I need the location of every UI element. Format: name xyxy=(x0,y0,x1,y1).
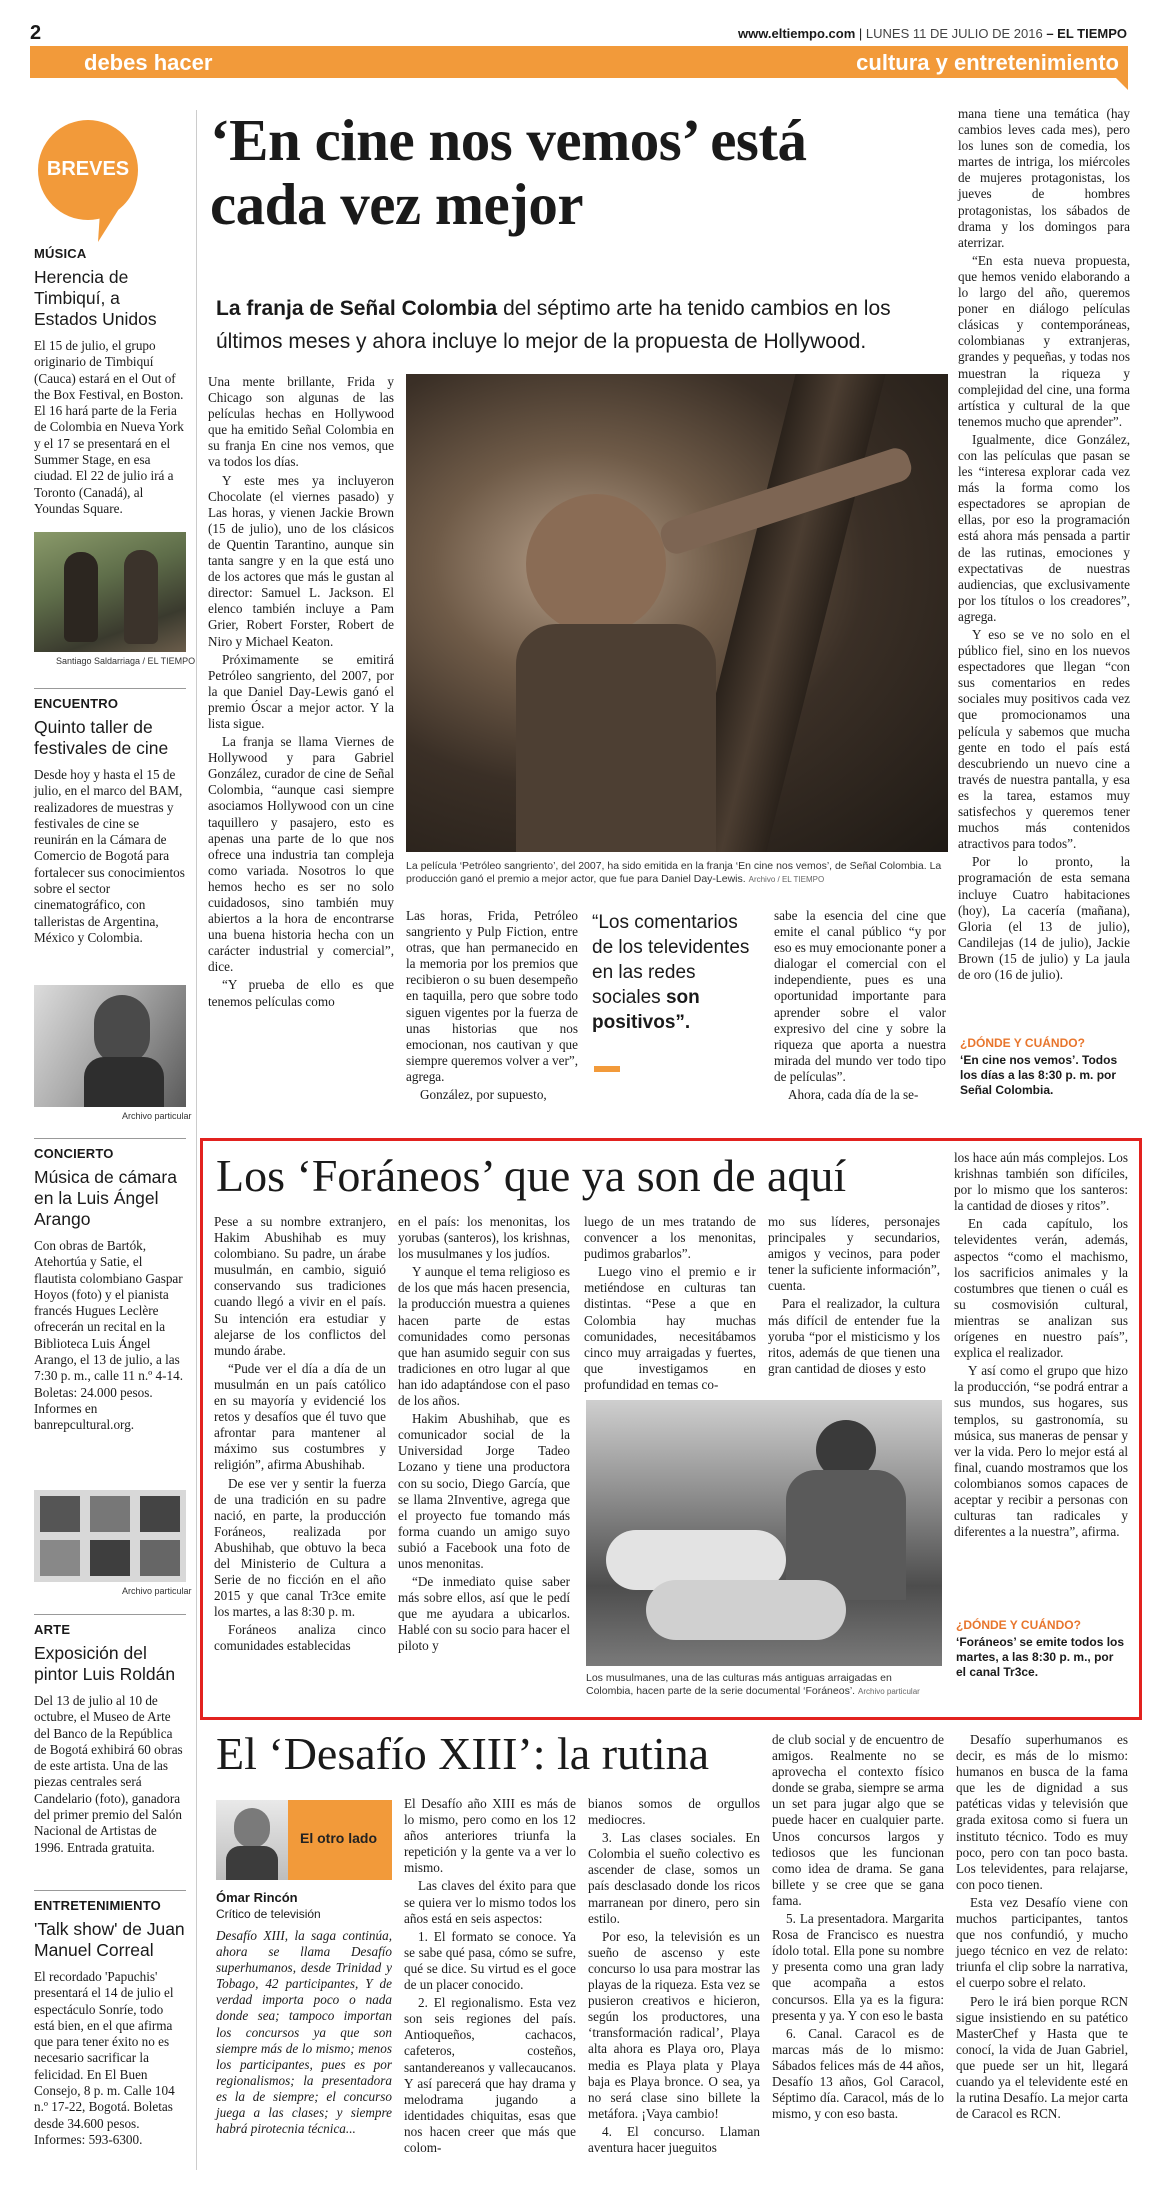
article2-caption xyxy=(586,1672,942,1698)
date: LUNES 11 DE JULIO DE 2016 xyxy=(865,26,1043,41)
photo-credit: Archivo particular xyxy=(122,1111,192,1121)
paragraph: Y así como el grupo que hizo la producción, “se podrá entrar a sus mundos, sus hogares, sus templos, su gastronomía, su música, sus maneras de pensar y ver la vida. Pero lo mejor está al final, cuando mostramos que los colombianos somos capaces de aceptar y recibir a personas con culturas tan radicales y diferentes a la nuestra”, afirma. xyxy=(954,1363,1128,1540)
author-photo xyxy=(216,1800,288,1880)
article2-col3 xyxy=(584,1214,756,1395)
petroleo-sangriento-photo xyxy=(406,374,948,852)
speech-bubble-icon xyxy=(38,120,138,245)
breve-section: CONCIERTO xyxy=(34,1146,114,1161)
page-number: 2 xyxy=(30,22,42,44)
timbiqui-photo xyxy=(34,532,186,652)
where-text: ‘Foráneos’ se emite todos los martes, a las 8:30 p. m., por el canal Tr3ce. xyxy=(956,1635,1125,1679)
paragraph: Las horas, Frida, Petróleo sangriento y Pulp Fiction, entre otras, que han permanecido en la memoria por los premios que recibieron o su buen desempeño en taquilla, pero que sobre todo siguen vigentes por la fuerza de unas historias que nos emocionan, nos cautivan y que siempre queremos volver a ver”, agrega. xyxy=(406,908,578,1084)
paragraph: mo sus líderes, personajes principales y secundarios, amigos y vecinos, para poder tener la suficiente información”, cuenta. xyxy=(768,1214,940,1294)
photo-credit: Santiago Saldarriaga / EL TIEMPO xyxy=(56,656,196,666)
author-name: Ómar Rincón xyxy=(216,1890,298,1905)
pullquote-bold: son positivos”. xyxy=(592,987,700,1033)
paragraph: “Y prueba de ello es que tenemos películas como xyxy=(208,977,394,1009)
article3-col1 xyxy=(216,1928,392,2139)
paragraph: Pese a su nombre extranjero, Hakim Abushihab es muy colombiano. Su padre, un árabe musulmán, en cambio, siguió conservando sus tradiciones cuando llegó a vivir en el país. Su intención era estudiar y alejarse de los conflictos del mundo árabe. xyxy=(214,1214,386,1358)
article1-caption xyxy=(406,860,946,886)
deck-rest: del séptimo arte ha tenido cambios en los últimos meses y ahora incluye lo mejor de la propuesta de Hollywood. xyxy=(216,297,891,353)
candelario-painting xyxy=(34,1490,186,1582)
breve-section: ARTE xyxy=(34,1622,71,1637)
breve-text: Con obras de Bartók, Atehortúa y Satie, el flautista colombiano Gaspar Hoyos (foto) y el pianista francés Hugues Leclère ofrecerán un recital en la Biblioteca Luis Ángel Arango, el 13 de julio, a las 7:30 p. m., calle 11 n.º 4-14. Boletas: 24.000 pesos. Informes en banrepcultural.org. xyxy=(34,1238,184,1433)
paragraph: “En esta nueva propuesta, que hemos venido elaborando a lo largo del año, queremos poner en diálogo películas clásicas y contemporáneas, colombianas y extranjeras, grandes y pequeñas, y todas nos muestran la riqueza y complejidad del cine, una forma artística y cultural de la que tenemos mucho que aprender”. xyxy=(958,252,1130,429)
paragraph: Para el realizador, la cultura más difícil de entender fue la yoruba “por el misticismo y los ritos, además de que tienen una gran cantidad de dioses y esto xyxy=(768,1296,940,1376)
article3-col2 xyxy=(404,1796,576,2158)
photo-credit: Archivo particular xyxy=(122,1586,192,1596)
article3-col4 xyxy=(772,1732,944,2124)
article2-col5 xyxy=(954,1150,1128,1542)
article1-headline: ‘En cine nos vemos’ está cada vez mejor xyxy=(210,107,807,237)
paragraph: Foráneos analiza cinco comunidades establecidas xyxy=(214,1622,386,1654)
paragraph: de club social y de encuentro de amigos. Realmente no se aprovecha el contexto físico donde se graba, siempre se arma un set para jugar algo que se puede hacer en cualquier parte. Unos concursos largos y tediosos que les funcionan como idea de drama. Se gana billete y se cree que se gana fama. xyxy=(772,1732,944,1908)
article1-col2 xyxy=(406,908,578,1105)
article2-col2 xyxy=(398,1214,570,1657)
otro-lado-box xyxy=(216,1800,392,1880)
gaspar-hoyos-photo xyxy=(34,985,186,1107)
breve-text: El 15 de julio, el grupo originario de Timbiquí (Cauca) estará en el Out of the Box Festival, en Boston. El 16 hará parte de la Feria de Colombia en Nueva York y el 17 se presentará en el Summer Stage, en esa ciudad. El 22 de julio irá a Toronto (Canadá), al Youndas Square. xyxy=(34,338,184,516)
article1-col1 xyxy=(208,374,394,1012)
breve-title: Música de cámara en la Luis Ángel Arango xyxy=(34,1167,177,1229)
article1-col4 xyxy=(958,106,1130,985)
paragraph: 4. El concurso. Llaman aventura hacer jueguitos xyxy=(588,2123,760,2155)
breve-musica xyxy=(34,246,186,517)
paragraph: Desafío superhumanos es decir, es más de lo mismo: humanos en busca de la fama que les de dignidad a sus patéticas vidas y televisión que grada exitosa como si fuera un instituto técnico. Todo es muy poco, pero con tan poco basta. Los televidentes, para relajarse, con poco tienen. xyxy=(956,1732,1128,1892)
article2-headline: Los ‘Foráneos’ que ya son de aquí xyxy=(216,1150,847,1201)
header-info xyxy=(738,26,1127,41)
breve-title: Quinto taller de festivales de cine xyxy=(34,717,169,758)
article2-col4 xyxy=(768,1214,940,1379)
paragraph: El Desafío año XIII es más de lo mismo, pero como en los 12 años anteriores triunfa la repetición y la gente va a ver lo mismo. xyxy=(404,1796,576,1876)
breves-divider xyxy=(34,1138,186,1139)
section-right: cultura y entretenimiento xyxy=(856,50,1119,75)
article1-col3 xyxy=(774,908,946,1105)
paragraph: 6. Canal. Caracol es de marcas más de lo mismo: Sábados felices más de 44 años, Desafío 13 años, Gol Caracol, Séptimo día. Caracol, más de lo mismo, y con eso basta. xyxy=(772,2025,944,2122)
breve-section: MÚSICA xyxy=(34,246,87,261)
breve-title: Exposición del pintor Luis Roldán xyxy=(34,1643,176,1684)
paragraph: 1. El formato se conoce. Ya se sabe qué pasa, cómo se sufre, qué se dice. Su virtud es el goce de un placer conocido. xyxy=(404,1928,576,1993)
site-url[interactable]: www.eltiempo.com xyxy=(738,26,856,41)
paragraph: Desafío XIII, la saga continúa, ahora se llama Desafío superhumanos, desde Trinidad y Tobago, 42 participantes, Y de verdad importa poco o nada donde sea; tampoco importan los concursos ya que son siempre más de lo mismo; menos los participantes, pues es por regionalismos; la presentadora es la de siempre; el concurso juega a las clases; y siempre habrá pirotecnia técnica... xyxy=(216,1928,392,2137)
where-label: ¿DÓNDE Y CUÁNDO? xyxy=(960,1036,1085,1050)
paragraph: Y aunque el tema religioso es de los que más hacen presencia, la producción muestra a quienes hacen parte de estas comunidades como personas que han asumido seguir con sus tradiciones en otro lugar al que han ido adaptándose con el paso de los años. xyxy=(398,1264,570,1409)
sidebar-divider xyxy=(196,110,197,2170)
separator2: – xyxy=(1046,26,1058,41)
article3-col3 xyxy=(588,1796,760,2158)
paragraph: Y eso se ve no solo en el público fiel, sino en los nuevos espectadores que llegan “con sus comentarios en redes sociales muy positivos cada vez que promocionamos una película y sabemos que mucha gente en todo el país está descubriendo un nuevo cine a través de nuestra pantalla, y esa es la tarea, estamos muy satisfechos y queremos tener muchos más contenidos atractivos para todos”. xyxy=(958,627,1130,852)
where-text: ‘En cine nos vemos’. Todos los días a las 8:30 p. m. por Señal Colombia. xyxy=(960,1053,1118,1097)
paragraph: bianos somos de orgullos mediocres. xyxy=(588,1796,760,1828)
article3-headline: El ‘Desafío XIII’: la rutina xyxy=(216,1728,710,1779)
article3-col5 xyxy=(956,1732,1128,2124)
breve-text: Del 13 de julio al 10 de octubre, el Museo de Arte del Banco de la República de Bogotá exhibirá 60 obras de este artista. Una de las piezas centrales será Candelario (foto), ganadora del primer premio del Salón Nacional de Artistas de 1996. Entrada gratuita. xyxy=(34,1693,183,1855)
breves-badge xyxy=(38,120,138,220)
paragraph: Esta vez Desafío viene con muchos participantes, tantos que nos confundió, y mucho juego técnico en vez de relato: triunfa el clip sobre la narrativa, el cuerpo sobre el relato. xyxy=(956,1894,1128,1991)
breve-title: Herencia de Timbiquí, a Estados Unidos xyxy=(34,267,157,329)
paragraph: La franja se llama Viernes de Hollywood y para Gabriel González, curador de cine de Señal Colombia, “aunque casi siempre asociamos Hollywood con un cine taquillero y pasajero, esto es apenas una parte de lo que nos ofrece una industria tan compleja como variada. Nosotros lo que hemos hecho es ser no solo cuidadosos, sino también muy abiertos a la hora de encontrarse una buena historia hecha con un carácter industrial y comercial”, dice. xyxy=(208,734,394,975)
article1-where-box xyxy=(960,1036,1128,1098)
article2-col1 xyxy=(214,1214,386,1657)
pullquote-accent-bar xyxy=(594,1066,620,1072)
caption-text: Los musulmanes, una de las culturas más antiguas arraigadas en Colombia, hacen parte de la serie documental ‘Foráneos’. xyxy=(586,1672,892,1697)
paragraph: en el país: los menonitas, los yorubas (santeros), los krishnas, los musulmanes y los judíos. xyxy=(398,1214,570,1262)
paragraph: Y este mes ya incluyeron Chocolate (el viernes pasado) y Las horas, y vienen Jackie Brown (15 de julio), uno de los clásicos de Quentin Tarantino, aunque sin tanta sangre y en la que está uno de los actores que más le gustan al director: Samuel L. Jackson. El elenco también incluye a Pam Grier, Robert Forster, Robert de Niro y Michael Keaton. xyxy=(208,472,394,649)
breves-divider xyxy=(34,1890,186,1891)
paragraph: Pero le irá bien porque RCN sigue insistiendo en su patético MasterChef y Hasta que te conocí, la vida de Juan Gabriel, que puede ser un hit, llegará cuando ya el televidente esté en la rutina Desafío. La mejor carta de Caracol es RCN. xyxy=(956,1993,1128,2122)
paragraph: Próximamente se emitirá Petróleo sangriento, del 2007, por la que Daniel Day-Lewis ganó el premio Óscar a mejor actor. Y la lista sigue. xyxy=(208,651,394,731)
paragraph: “Pude ver el día a día de un musulmán en un país católico en su mayoría y evidencié los retos y desafíos que él tuvo que afrontar para mantener al máximo sus costumbres y religión”, afirma Abushihab. xyxy=(214,1360,386,1473)
musulmanes-photo xyxy=(586,1400,942,1666)
paragraph: Las claves del éxito para que se quiera ver lo mismo todos los años está en seis aspectos: xyxy=(404,1878,576,1926)
breves-label: BREVES xyxy=(46,158,130,180)
paragraph: Por lo pronto, la programación de esta semana incluye Cuatro habitaciones (hoy), La cacería (mañana), Gloria (el 13 de julio), Candilejas (14 de julio), Jackie Brown (15 de julio) y La jaula de oro (16 de julio). xyxy=(958,854,1130,982)
breve-arte xyxy=(34,1622,186,1856)
breve-concierto xyxy=(34,1146,186,1434)
paragraph: Hakim Abushihab, que es comunicador social de la Universidad Jorge Tadeo Lozano y tiene una productora con su socio, Diego García, que se llama 2Inventive, agrega que el proyecto fue tomando más forma cuando un amigo suyo subió a Facebook una foto de unos menonitas. xyxy=(398,1411,570,1571)
paragraph: Igualmente, dice González, con las películas que pasan se les “interesa explorar cada vez más la forma como los espectadores se apropian de ellas, por eso la programación está ahora más pensada a partir de las rutinas, emociones y expectativas de nuestras audiencias, que exclusivamente por los títulos o los creadores”, agrega. xyxy=(958,431,1130,624)
column-label: El otro lado xyxy=(300,1830,377,1846)
breve-section: ENTRETENIMIENTO xyxy=(34,1898,161,1913)
article1-deck xyxy=(216,292,936,358)
where-label: ¿DÓNDE Y CUÁNDO? xyxy=(956,1618,1081,1632)
paragraph: Ahora, cada día de la se- xyxy=(788,1087,919,1103)
breves-divider xyxy=(34,688,186,689)
paragraph: luego de un mes tratando de convencer a los menonitas, pudimos grabarlos”. xyxy=(584,1214,756,1262)
article2-where-box xyxy=(956,1618,1126,1680)
paragraph: González, por supuesto, xyxy=(420,1087,547,1103)
section-tab-notch xyxy=(1116,78,1128,90)
paragraph: Por eso, la televisión es un sueño de ascenso y este concurso lo usa para mostrar las playas de la riqueza. Esta vez se pusieron creativos e hicieron, según los productores, una ‘transformación radical’, Playa alta ahora es Playa oro, Playa media es Playa plata y Playa baja es Playa bronce. O sea, ya no será clase sino billete la metáfora. ¡Vaya cambio! xyxy=(588,1928,760,2121)
breve-encuentro xyxy=(34,696,186,946)
author-role: Crítico de televisión xyxy=(216,1907,321,1921)
separator: | xyxy=(858,26,866,41)
pullquote-text: “Los comentarios de los televidentes en las redes sociales xyxy=(592,912,750,1008)
breve-entretenimiento xyxy=(34,1898,186,2148)
paragraph: 5. La presentadora. Margarita Rosa de Francisco es nuestra ídolo total. Ella pone su nombre y presenta como una gran lady que acompaña a estos concursos. Ella ya es la figura: presenta y ya. Y con eso le basta xyxy=(772,1911,944,2023)
paragraph: En cada capítulo, los televidentes verán, además, aspectos “como el machismo, los sacrificios animales y la costumbres que tienen o cuál es su cosmovisión cultural, mientras se analizan sus orígenes en nuestro país”, explica el realizador. xyxy=(954,1216,1128,1361)
paragraph: Una mente brillante, Frida y Chicago son algunas de las películas hechas en Hollywood que ha emitido Señal Colombia en su franja En cine nos vemos, que va todos los días. xyxy=(208,374,394,470)
paragraph: los hace aún más complejos. Los krishnas también son difíciles, por lo mismo que los santeros: la cantidad de dioses y ritos”. xyxy=(954,1150,1128,1214)
breves-divider xyxy=(34,1614,186,1615)
section-left: debes hacer xyxy=(84,50,213,75)
deck-bold: La franja de Señal Colombia xyxy=(216,297,498,320)
paragraph: mana tiene una temática (hay cambios leves cada mes), pero los lunes son de comedia, los martes de intriga, los miércoles de mujeres protagonistas, los jueves de hombres protagonistas, los sábados de drama y los domingos para aterrizar. xyxy=(958,106,1130,250)
breve-text: El recordado 'Papuchis' presentará el 14 de julio el espectáculo Sonríe, todo está bien, en el que afirma que para tener éxito no es necesario sacrificar la felicidad. En El Buen Consejo, 8 p. m. Calle 104 n.º 17-22, Bogotá. Boletas desde 34.600 pesos. Informes: 593-6300. xyxy=(34,1969,175,2147)
breve-title: 'Talk show' de Juan Manuel Correal xyxy=(34,1919,185,1960)
paragraph: “De inmediato quise saber más sobre ellos, así que le pedí que me ayudara a ubicarlos. Hablé con su socio para hacer el piloto y xyxy=(398,1574,570,1654)
paragraph: 3. Las clases sociales. En Colombia el sueño colectivo es ascender de clase, somos un país desclasado donde los ricos marranean por dinero, pero sin estilo. xyxy=(588,1830,760,1926)
paragraph: Luego vino el premio e ir metiéndose en culturas tan distintas. “Pese a que en Colombia hay muchas comunidades, necesitábamos cinco muy arraigadas y fuertes, que investigamos en profundidad en temas co- xyxy=(584,1264,756,1392)
paragraph: De ese ver y sentir la fuerza de una tradición en su padre nació, en parte, la producción Foráneos, realizada por Abushihab, que obtuvo la beca del Ministerio de Cultura a Serie de no ficción en el año 2015 y que canal Tr3ce emite los martes, a las 8:30 p. m. xyxy=(214,1475,386,1620)
breve-section: ENCUENTRO xyxy=(34,696,119,711)
photo-credit: Archivo particular xyxy=(858,1687,920,1696)
brand: EL TIEMPO xyxy=(1057,26,1127,41)
paragraph: sabe la esencia del cine que emite el canal público “y por eso es muy emocionante poner a dialogar el comercial con el independiente, pues es una oportunidad importante para aprender sobre el valor expresivo del cine y sobre la riqueza que aporta a nuestra mirada del mundo ver todo tipo de películas”. xyxy=(774,908,946,1084)
article1-pullquote xyxy=(592,910,762,1035)
caption-text: La película ‘Petróleo sangriento’, del 2007, ha sido emitida en la franja ‘En cine nos vemos’, de Señal Colombia. La producción ganó el premio a mejor actor, que fue para Daniel Day-Lewis. xyxy=(406,860,942,885)
photo-credit: Archivo / EL TIEMPO xyxy=(748,875,825,884)
breve-text: Desde hoy y hasta el 15 de julio, en el marco del BAM, realizadores de muestras y festivales de cine se reunirán en la Cámara de Comercio de Bogotá para fortalecer sus conocimientos sobre el sector cinematográfico, con talleristas de Argentina, México y Colombia. xyxy=(34,767,185,945)
paragraph: 2. El regionalismo. Esta vez son seis regiones del país. Antioqueños, cachacos, cafeteros, costeños, santandereanos y vallecaucanos. Y así parecerá que hay drama y melodrama jugando a identidades chiquitas, esas que nos hacen creer que más que colom- xyxy=(404,1995,576,2155)
